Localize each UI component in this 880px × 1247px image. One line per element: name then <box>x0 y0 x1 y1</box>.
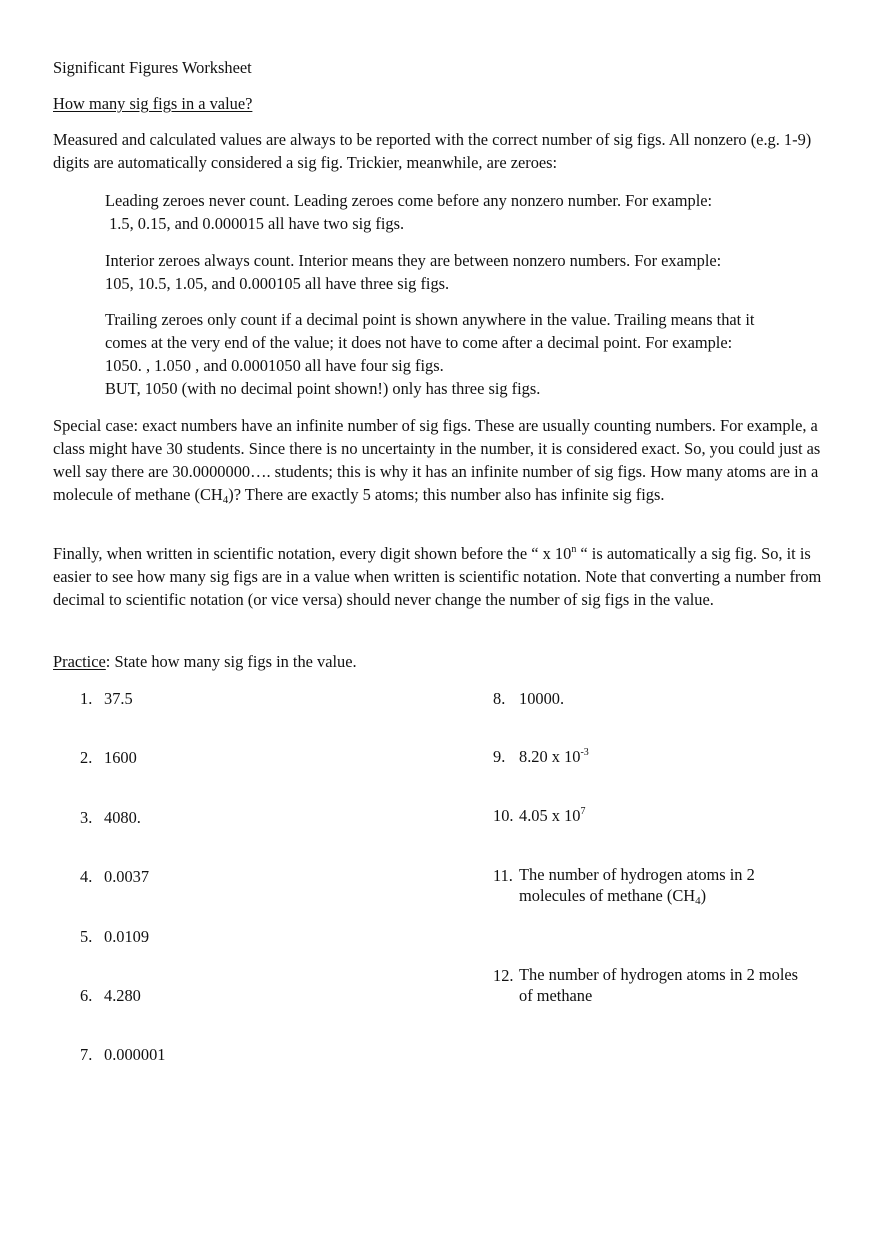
question-exponent: 7 <box>580 806 586 817</box>
question-number: 4. <box>80 867 93 886</box>
question-number: 9. <box>493 747 506 766</box>
question-5 <box>80 925 380 949</box>
rule-leading-zeroes <box>105 189 845 235</box>
question-value: 1600 <box>104 748 137 767</box>
question-12 <box>493 964 833 1012</box>
practice-heading <box>53 650 357 673</box>
question-6 <box>80 984 380 1008</box>
question-number: 10. <box>493 806 514 825</box>
sci-notation-text-a: Finally, when written in scientific notation, every digit shown before the “ x 10 <box>53 544 572 563</box>
intro-paragraph: Measured and calculated values are always to be reported with the correct number of sig figs. All nonzero (e.g. 1-9) digits are automatically considered a sig fig. Trickier, meanwhile, are zeroes: <box>53 130 812 172</box>
question-8 <box>493 687 833 711</box>
rule-interior-zeroes <box>105 249 845 295</box>
question-11 <box>493 864 833 912</box>
rule-interior-line2: 105, 10.5, 1.05, and 0.000105 all have three sig figs. <box>105 274 450 293</box>
question-number: 12. <box>493 966 514 985</box>
question-value: 0.0109 <box>104 927 150 946</box>
sci-notation-exponent: n <box>571 544 577 555</box>
rule-trailing-line1: Trailing zeroes only count if a decimal point is shown anywhere in the value. Trailing means that it <box>105 310 755 329</box>
question-1 <box>80 687 380 711</box>
question-value: 4.280 <box>104 986 141 1005</box>
question-value: 0.0037 <box>104 867 150 886</box>
section-heading: How many sig figs in a value? <box>53 94 253 113</box>
question-base: 4.05 x 10 <box>519 806 581 825</box>
methane-subscript: 4 <box>222 494 229 506</box>
question-line1: The number of hydrogen atoms in 2 moles <box>519 965 799 984</box>
question-3 <box>80 806 380 830</box>
practice-label: Practice <box>53 652 106 671</box>
question-2 <box>80 746 380 770</box>
question-number: 6. <box>80 986 93 1005</box>
sci-notation-paragraph <box>53 542 843 611</box>
rule-leading-line1: Leading zeroes never count. Leading zeroes come before any nonzero number. For example: <box>105 191 713 210</box>
question-text <box>519 964 829 1006</box>
special-case-text-a: Special case: exact numbers have an infinite number of sig figs. These are usually counting numbers. For example, a class might have 30 students. Since there is no uncertainty in the number, it is considered exact. So, you could just as well say there are 30.0000000…. students; this is why it has an infinite number of sig figs. How many atoms are in a molecule of methane (CH <box>53 416 821 504</box>
rule-trailing-line2: comes at the very end of the value; it does not have to come after a decimal point. For example: <box>105 333 733 352</box>
question-value: 4080. <box>104 808 141 827</box>
question-base: 8.20 x 10 <box>519 747 581 766</box>
question-line2 <box>519 885 829 906</box>
question-value: 37.5 <box>104 689 133 708</box>
question-number: 1. <box>80 689 93 708</box>
question-number: 11. <box>493 866 513 885</box>
question-line1: The number of hydrogen atoms in 2 <box>519 865 755 884</box>
rule-trailing-line4: BUT, 1050 (with no decimal point shown!) only has three sig figs. <box>105 379 541 398</box>
question-number: 7. <box>80 1045 93 1064</box>
rule-interior-line1: Interior zeroes always count. Interior means they are between nonzero numbers. For example: <box>105 251 722 270</box>
question-line2: of methane <box>519 986 593 1005</box>
rule-trailing-zeroes <box>105 308 845 400</box>
question-line2-close: ) <box>700 886 707 905</box>
methane-subscript: 4 <box>695 895 701 907</box>
question-value <box>519 804 585 827</box>
question-4 <box>80 865 380 889</box>
question-value: 10000. <box>519 689 565 708</box>
question-7 <box>80 1043 380 1067</box>
special-case-paragraph <box>53 414 843 506</box>
practice-instruction: : State how many sig figs in the value. <box>105 652 357 671</box>
question-number: 2. <box>80 748 93 767</box>
question-line2-text: molecules of methane (CH <box>519 886 696 905</box>
question-number: 3. <box>80 808 93 827</box>
question-value <box>519 745 589 768</box>
sci-notation-text-b: “ is automatically a sig fig. So, it is easier to see how many sig figs are in a value when written is scientific notation. Note that converting a number from decimal to scientific notation (or vice versa) should never change the number of sig figs in the value. <box>53 544 822 609</box>
question-number: 8. <box>493 689 506 708</box>
rule-trailing-line3: 1050. , 1.050 , and 0.0001050 all have four sig figs. <box>105 356 444 375</box>
question-value: 0.000001 <box>104 1045 166 1064</box>
question-9 <box>493 745 833 769</box>
rule-leading-line2: 1.5, 0.15, and 0.000015 all have two sig figs. <box>105 214 405 233</box>
page-title: Significant Figures Worksheet <box>53 58 252 77</box>
question-10 <box>493 804 833 828</box>
question-number: 5. <box>80 927 93 946</box>
question-exponent: -3 <box>580 747 589 758</box>
special-case-text-b: )? There are exactly 5 atoms; this number also has infinite sig figs. <box>228 485 665 504</box>
question-text <box>519 864 829 906</box>
